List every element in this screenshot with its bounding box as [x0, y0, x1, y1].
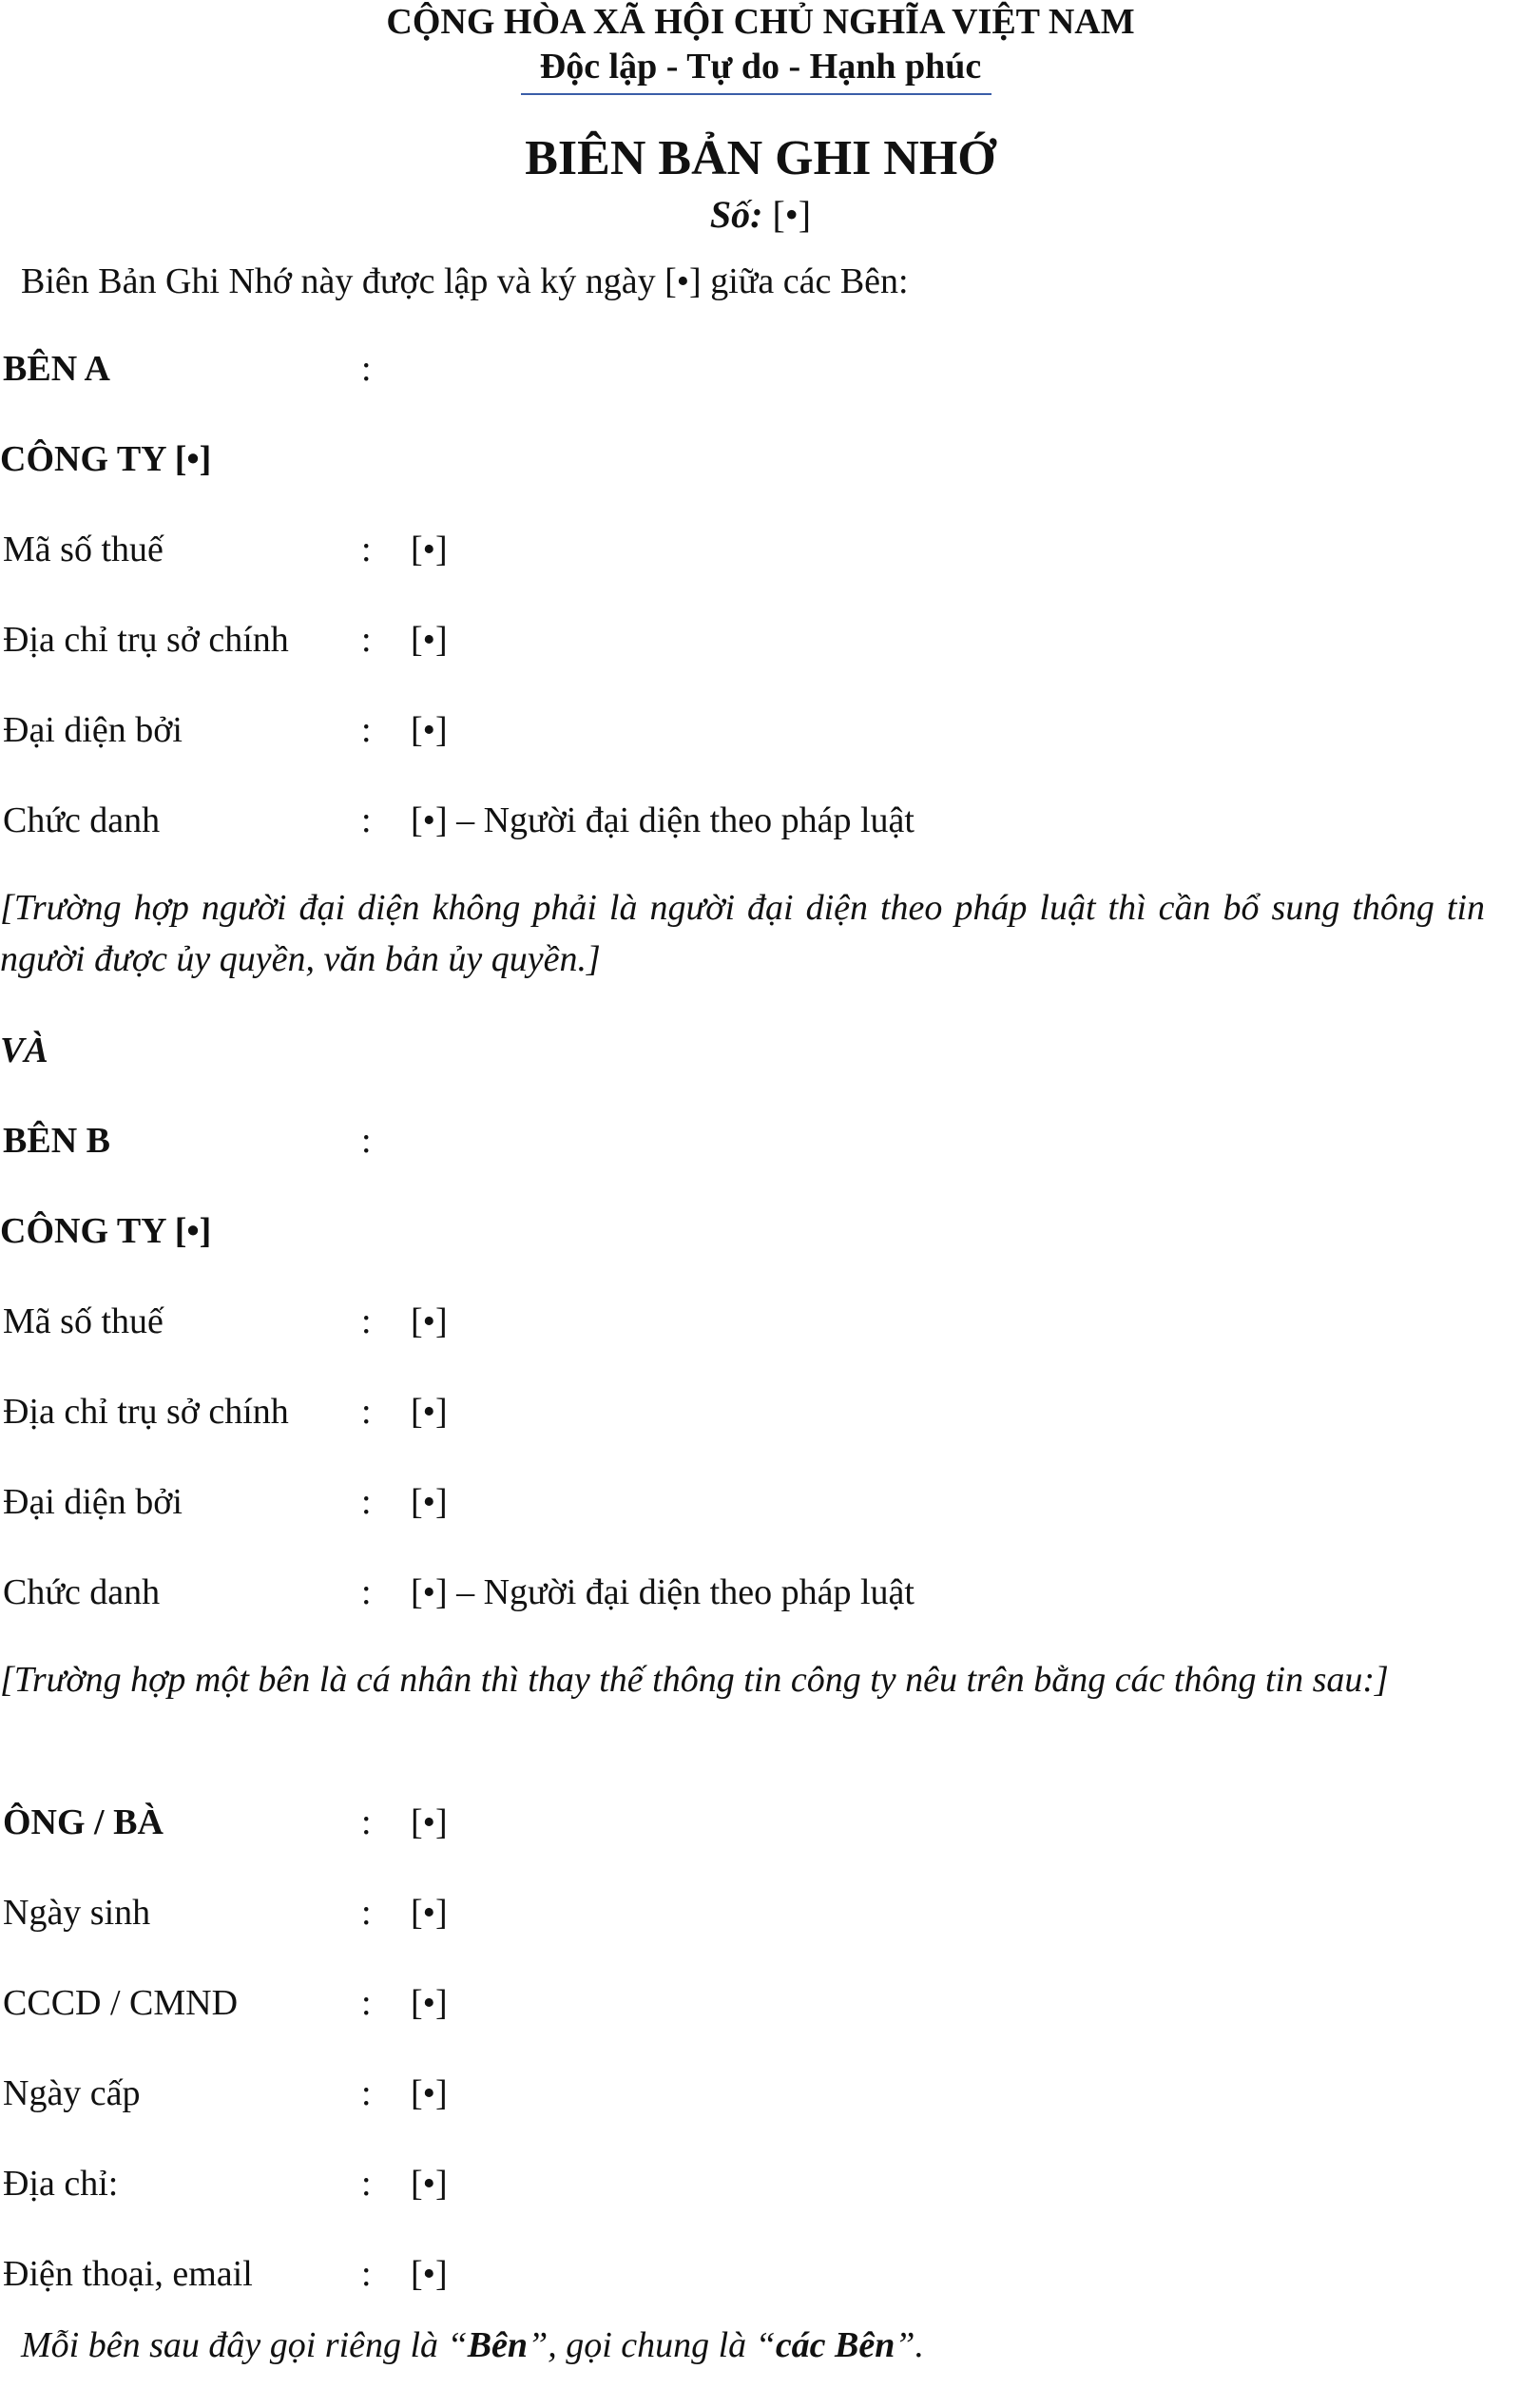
- national-title: CỘNG HÒA XÃ HỘI CHỦ NGHĨA VIỆT NAM: [386, 2, 1135, 42]
- individual-field-row: [0, 2160, 1521, 2207]
- field-colon: :: [361, 1301, 372, 1341]
- motto: Độc lập - Tự do - Hạnh phúc: [539, 47, 982, 87]
- individual-field-label: Điện thoại, email: [3, 2254, 253, 2294]
- field-colon: :: [361, 710, 372, 750]
- party-a-field-label: Mã số thuế: [3, 530, 164, 569]
- closing-part1: Mỗi bên sau đây gọi riêng là “: [21, 2325, 468, 2365]
- party-a-field-row: [0, 526, 1521, 573]
- field-colon: :: [361, 2073, 372, 2113]
- field-colon: :: [361, 2254, 372, 2294]
- party-a-field-label: Địa chỉ trụ sở chính: [3, 620, 289, 660]
- individual-field-label: Địa chỉ:: [3, 2164, 119, 2204]
- party-a-note: [Trường hợp người đại diện không phải là người đại diện theo pháp luật thì cần bổ sung thông tin người được ủy quyền, văn bản ủy quyền.]: [0, 888, 1485, 979]
- party-b-field-value: [•]: [411, 1301, 448, 1341]
- party-a-field-value: [•]: [411, 620, 448, 660]
- party-a-field-value: [•]: [411, 530, 448, 569]
- motto-underline: [521, 93, 992, 95]
- intro-text: Biên Bản Ghi Nhớ này được lập và ký ngày [•] giữa các Bên:: [21, 261, 909, 301]
- individual-field-value: [•]: [411, 1983, 448, 2023]
- field-colon: :: [361, 530, 372, 569]
- closing-term-ben: Bên: [467, 2325, 529, 2365]
- party-b-field-label: Đại diện bởi: [3, 1482, 183, 1522]
- party-b-field-value: [•]: [411, 1482, 448, 1522]
- party-b-field-value: [•]: [411, 1392, 448, 1432]
- party-b-note: [Trường hợp một bên là cá nhân thì thay thế thông tin công ty nêu trên bằng các thông tin sau:]: [0, 1660, 1389, 1700]
- party-b-field-row: [0, 1569, 1521, 1616]
- connector-text: VÀ: [0, 1031, 48, 1070]
- party-b-field-value: [•] – Người đại diện theo pháp luật: [411, 1572, 915, 1612]
- party-b-field-label: Mã số thuế: [3, 1301, 164, 1341]
- individual-field-row: [0, 1979, 1521, 2027]
- individual-field-value: [•]: [411, 2073, 448, 2113]
- document-number: [0, 190, 1521, 240]
- field-colon: :: [361, 1983, 372, 2023]
- document-number-value: [•]: [772, 193, 812, 236]
- party-b-field-label: Địa chỉ trụ sở chính: [3, 1392, 289, 1432]
- individual-field-row: [0, 1889, 1521, 1936]
- field-colon: :: [361, 1802, 372, 1842]
- closing-part3: ”.: [895, 2325, 925, 2365]
- party-b-company: CÔNG TY [•]: [0, 1211, 212, 1251]
- party-b-field-label: Chức danh: [3, 1572, 161, 1612]
- closing-term-cac-ben: các Bên: [775, 2325, 895, 2365]
- party-a-field-value: [•]: [411, 710, 448, 750]
- party-a-company-row: [0, 435, 1521, 483]
- party-a-field-row: [0, 706, 1521, 754]
- field-colon: :: [361, 1482, 372, 1522]
- party-a-colon: :: [361, 349, 372, 389]
- party-a-heading: BÊN A: [3, 349, 110, 389]
- individual-field-value: [•]: [411, 1802, 448, 1842]
- individual-field-label: CCCD / CMND: [3, 1983, 239, 2023]
- individual-field-row: [0, 2070, 1521, 2117]
- party-b-field-row: [0, 1298, 1521, 1345]
- party-b-heading: BÊN B: [3, 1121, 110, 1161]
- closing-part2: ”, gọi chung là “: [528, 2325, 776, 2365]
- document-number-label: Số:: [709, 193, 763, 236]
- individual-field-value: [•]: [411, 1893, 448, 1933]
- party-a-field-row: [0, 797, 1521, 844]
- field-colon: :: [361, 2164, 372, 2204]
- party-a-field-value: [•] – Người đại diện theo pháp luật: [411, 800, 915, 840]
- field-colon: :: [361, 1572, 372, 1612]
- individual-field-row: [0, 1799, 1521, 1846]
- party-b-field-row: [0, 1388, 1521, 1435]
- individual-field-value: [•]: [411, 2164, 448, 2204]
- party-b-company-row: [0, 1207, 1521, 1255]
- individual-field-label: ÔNG / BÀ: [3, 1802, 164, 1842]
- party-a-heading-row: [0, 345, 1521, 393]
- party-a-field-row: [0, 616, 1521, 664]
- field-colon: :: [361, 620, 372, 660]
- party-b-field-row: [0, 1478, 1521, 1526]
- individual-field-row: [0, 2250, 1521, 2298]
- closing-text: [21, 2321, 924, 2370]
- field-colon: :: [361, 1893, 372, 1933]
- party-b-colon: :: [361, 1121, 372, 1161]
- individual-field-label: Ngày cấp: [3, 2073, 141, 2113]
- individual-field-label: Ngày sinh: [3, 1893, 151, 1933]
- party-b-heading-row: [0, 1117, 1521, 1165]
- document-title: BIÊN BẢN GHI NHỚ: [525, 131, 996, 185]
- party-a-field-label: Chức danh: [3, 800, 161, 840]
- field-colon: :: [361, 800, 372, 840]
- field-colon: :: [361, 1392, 372, 1432]
- individual-field-value: [•]: [411, 2254, 448, 2294]
- party-a-company: CÔNG TY [•]: [0, 439, 212, 479]
- party-a-field-label: Đại diện bởi: [3, 710, 183, 750]
